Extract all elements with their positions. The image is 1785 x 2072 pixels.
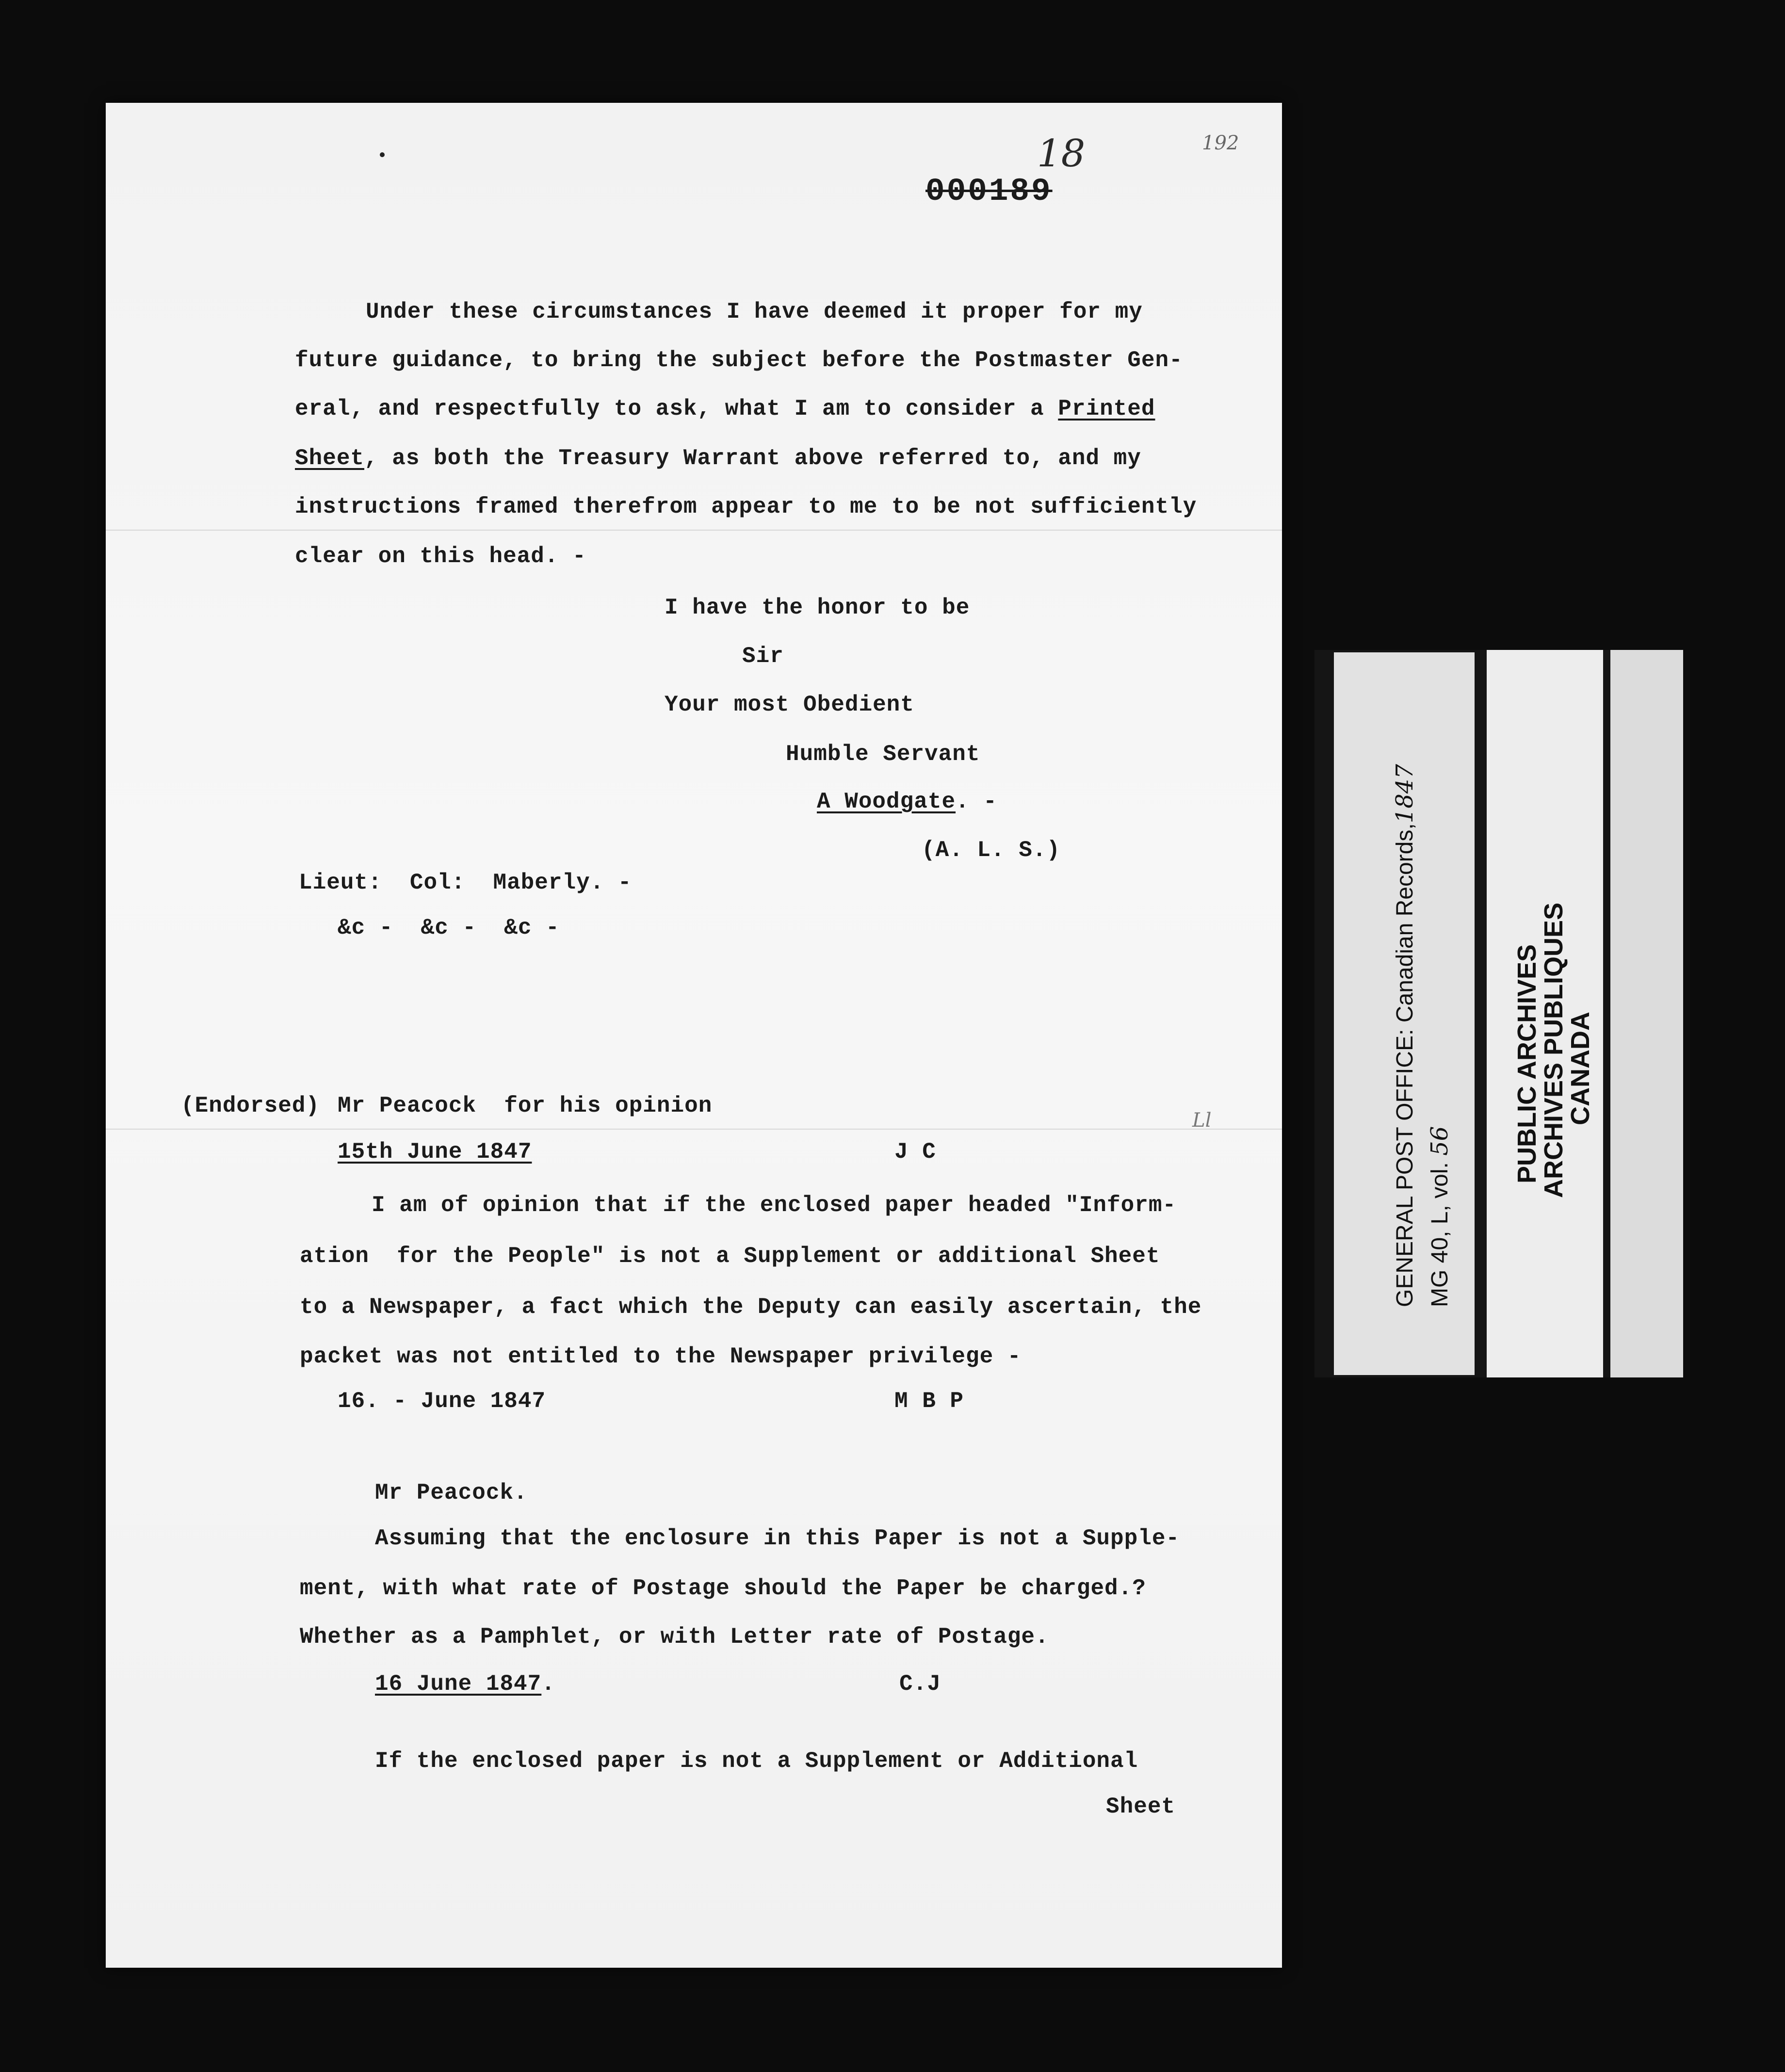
closing-obedient: Your most Obedient bbox=[665, 692, 914, 717]
query-date-text: 16 June 1847 bbox=[375, 1671, 542, 1697]
opinion-line-2: ation for the People" is not a Supplement or additional Sheet bbox=[300, 1244, 1160, 1269]
stamp-line-2: ARCHIVES PUBLIQUES bbox=[1539, 902, 1568, 1198]
catchword: Sheet bbox=[1106, 1794, 1176, 1819]
opinion-line-4: packet was not entitled to the Newspaper privilege - bbox=[300, 1344, 1022, 1369]
signature-suffix: . - bbox=[956, 789, 997, 814]
addressee: Lieut: Col: Maberly. - bbox=[299, 870, 632, 895]
seal-note: (A. L. S.) bbox=[922, 838, 1061, 863]
label-line-1 bbox=[1391, 764, 1418, 1307]
opinion-line-3: to a Newspaper, a fact which the Deputy can easily ascertain, the bbox=[300, 1295, 1202, 1320]
label-line-1-text: GENERAL POST OFFICE: Canadian Records, bbox=[1392, 823, 1418, 1307]
endorsed-text: Mr Peacock for his opinion bbox=[338, 1093, 713, 1118]
stamp-line-1: PUBLIC ARCHIVES bbox=[1512, 944, 1542, 1183]
opinion-line-1: I am of opinion that if the enclosed paper headed "Inform- bbox=[372, 1193, 1177, 1218]
document-page bbox=[106, 103, 1282, 1968]
label-year-handwritten: 1847 bbox=[1391, 764, 1418, 824]
query-salutation: Mr Peacock. bbox=[375, 1480, 528, 1505]
fold-crease bbox=[106, 1129, 1282, 1130]
letter-line-3-text: eral, and respectfully to ask, what I am to consider a bbox=[295, 396, 1044, 421]
opinion-initials: M B P bbox=[894, 1389, 964, 1414]
archive-label bbox=[1314, 650, 1683, 1377]
folio-number: 18 bbox=[1037, 132, 1086, 176]
label-strip-stamp bbox=[1487, 650, 1603, 1377]
closing-sir: Sir bbox=[742, 644, 784, 669]
letter-line-1: Under these circumstances I have deemed it proper for my bbox=[366, 299, 1143, 324]
letter-line-3 bbox=[295, 398, 1155, 420]
query-line-2: ment, with what rate of Postage should the Paper be charged.? bbox=[300, 1576, 1146, 1601]
query-date-suffix: . bbox=[541, 1671, 555, 1697]
signature-name: A Woodgate bbox=[817, 789, 956, 814]
endorsed-date: 15th June 1847 bbox=[338, 1139, 532, 1165]
query-initials: C.J bbox=[899, 1671, 941, 1697]
label-line-2-text: MG 40, L, vol. bbox=[1427, 1162, 1453, 1307]
closing-honor: I have the honor to be bbox=[665, 595, 970, 620]
margin-initial: Ll bbox=[1192, 1109, 1212, 1132]
letter-line-5: instructions framed therefrom appear to me to be not sufficiently bbox=[295, 494, 1197, 519]
ink-speck bbox=[380, 152, 385, 157]
label-strip-blank bbox=[1610, 650, 1683, 1377]
label-line-2 bbox=[1426, 1126, 1453, 1307]
printed-underlined: Printed bbox=[1058, 396, 1155, 421]
label-vol-handwritten: 56 bbox=[1426, 1126, 1453, 1156]
label-strip-records bbox=[1334, 652, 1475, 1375]
endorsed-initials: J C bbox=[894, 1139, 936, 1165]
endorsed-label: (Endorsed) bbox=[181, 1093, 320, 1118]
signature bbox=[817, 791, 997, 813]
query-date bbox=[375, 1673, 555, 1695]
opinion-date: 16. - June 1847 bbox=[338, 1389, 546, 1414]
closing-servant: Humble Servant bbox=[786, 742, 980, 767]
fold-crease bbox=[106, 530, 1282, 531]
continuation-line: If the enclosed paper is not a Supplement or Additional bbox=[375, 1748, 1138, 1774]
stamp-number bbox=[925, 173, 1053, 210]
stamp-number-text: 000189 bbox=[925, 173, 1053, 210]
letter-line-2: future guidance, to bring the subject before the Postmaster Gen- bbox=[295, 348, 1183, 373]
letter-line-6: clear on this head. - bbox=[295, 544, 586, 569]
query-line-1: Assuming that the enclosure in this Paper is not a Supple- bbox=[375, 1526, 1180, 1551]
addressee-etc: &c - &c - &c - bbox=[338, 915, 560, 940]
letter-line-4 bbox=[295, 447, 1141, 469]
corner-number: 192 bbox=[1202, 132, 1239, 154]
letter-line-4-text: , as both the Treasury Warrant above referred to, and my bbox=[364, 446, 1141, 471]
stamp-line-3: CANADA bbox=[1566, 1012, 1595, 1125]
query-line-3: Whether as a Pamphlet, or with Letter rate of Postage. bbox=[300, 1624, 1049, 1650]
sheet-underlined: Sheet bbox=[295, 446, 365, 471]
